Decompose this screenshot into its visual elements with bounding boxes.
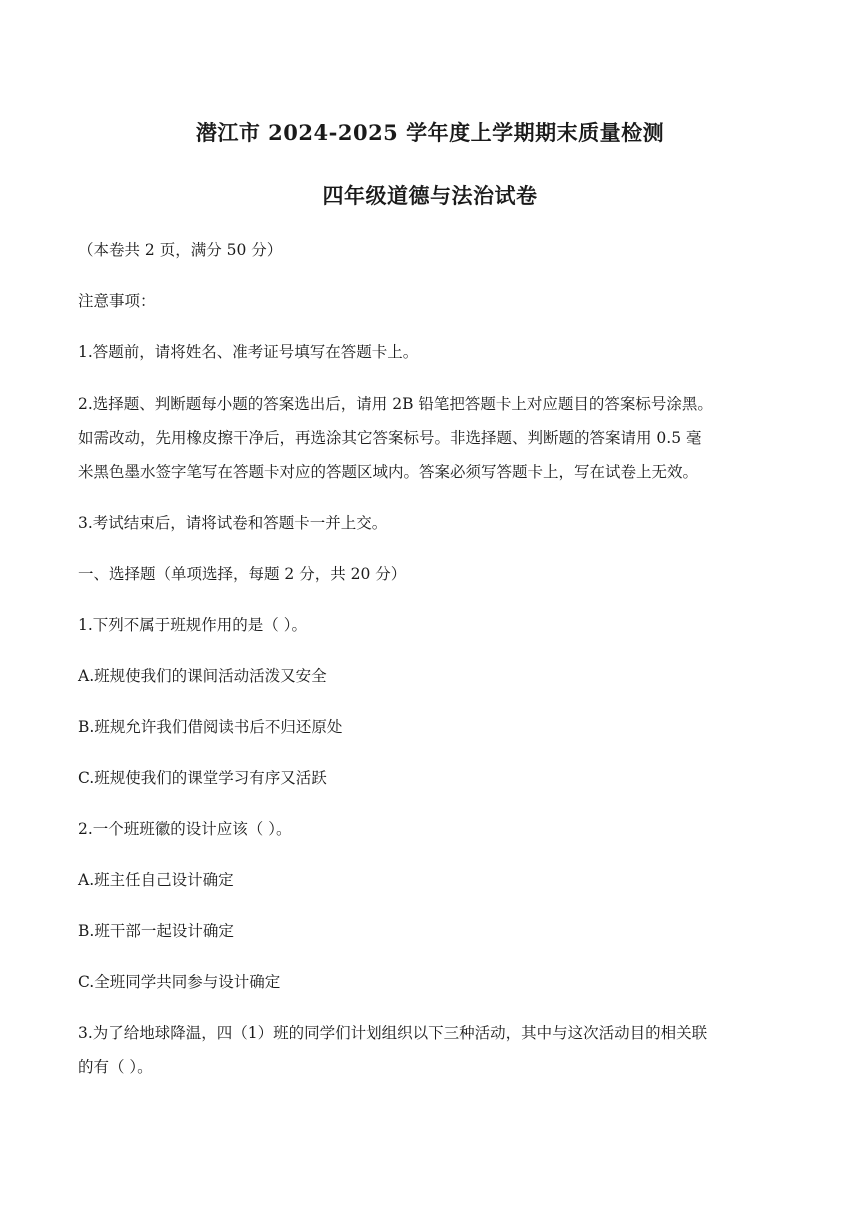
notice-item-3: 3.考试结束后，请将试卷和答题卡一并上交。 [78, 514, 388, 532]
section-heading: 一、选择题（单项选择，每题 2 分，共 20 分） [78, 565, 407, 583]
question-1-stem: 1.下列不属于班规作用的是（ ）。 [78, 616, 307, 634]
question-2-stem: 2.一个班班徽的设计应该（ ）。 [78, 820, 292, 838]
question-3-stem-line-2: 的有（ ）。 [78, 1058, 153, 1076]
notice-item-1: 1.答题前，请将姓名、准考证号填写在答题卡上。 [78, 343, 419, 361]
question-1-option-a: A.班规使我们的课间活动活泼又安全 [78, 667, 327, 685]
notice-item-2-line-2: 如需改动，先用橡皮擦干净后，再选涂其它答案标号。非选择题、判断题的答案请用 0.5 毫 [78, 429, 702, 447]
score-note: （本卷共 2 页，满分 50 分） [78, 241, 283, 259]
question-1-option-c: C.班规使我们的课堂学习有序又活跃 [78, 769, 327, 787]
exam-subtitle: 四年级道德与法治试卷 [322, 183, 538, 208]
question-2-option-c: C.全班同学共同参与设计确定 [78, 973, 281, 991]
notice-item-2-line-1: 2.选择题、判断题每小题的答案选出后，请用 2B 铅笔把答题卡上对应题目的答案标号涂黑。 [78, 395, 713, 413]
notice-heading: 注意事项： [78, 292, 156, 310]
notice-item-2-line-3: 米黑色墨水签字笔写在答题卡对应的答题区域内。答案必须写答题卡上，写在试卷上无效。 [78, 463, 699, 481]
exam-title: 潜江市 2024-2025 学年度上学期期末质量检测 [195, 120, 665, 145]
question-3-stem-line-1: 3.为了给地球降温，四（1）班的同学们计划组织以下三种活动，其中与这次活动目的相关联 [78, 1024, 708, 1042]
question-2-option-b: B.班干部一起设计确定 [78, 922, 234, 940]
question-2-option-a: A.班主任自己设计确定 [78, 871, 234, 889]
question-1-option-b: B.班规允许我们借阅读书后不归还原处 [78, 718, 343, 736]
